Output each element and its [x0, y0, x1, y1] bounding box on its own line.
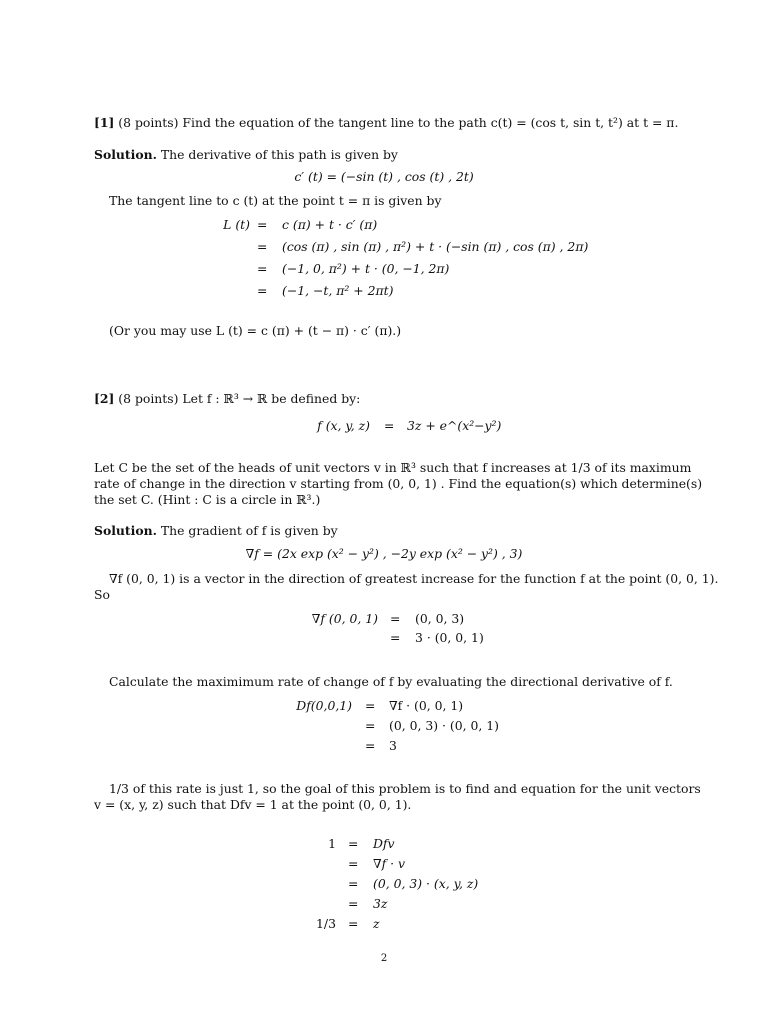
align-rhs: (0, 0, 3) [415, 611, 465, 626]
align-lhs: 1 [328, 836, 336, 851]
problem-2-solution-heading [94, 523, 338, 538]
align-rel: = [257, 217, 268, 232]
derivative-equation: c′ (t) = (−sin (t) , cos (t) , 2t) [294, 169, 474, 184]
definition-lhs: f (x, y, z) [317, 418, 370, 433]
problem-2-label: [2] [94, 391, 115, 406]
align-rel: = [365, 738, 376, 753]
align-rel: = [365, 718, 376, 733]
solution-label: Solution. [94, 147, 157, 162]
align-lhs: L (t) [223, 217, 250, 232]
problem-1-label: [1] [94, 115, 115, 130]
align-rel: = [257, 283, 268, 298]
tangent-intro: The tangent line to c (t) at the point t = π is given by [109, 193, 442, 208]
align-rhs: z [373, 916, 380, 931]
paragraph-line: Let C be the set of the heads of unit vectors v in ℝ³ such that f increases at 1/3 of its maximum [94, 460, 692, 475]
alternative-note: (Or you may use L (t) = c (π) + (t − π) · c′ (π).) [109, 323, 402, 338]
align-rhs: (0, 0, 3) · (x, y, z) [373, 876, 479, 891]
gradient-note-line: ∇f (0, 0, 1) is a vector in the direction of greatest increase for the function f at the point (0, 0, 1). [109, 571, 719, 586]
align-rhs: (−1, −t, π² + 2πt) [282, 283, 394, 298]
align-rhs: ∇f · (0, 0, 1) [389, 698, 464, 713]
paragraph-line: rate of change in the direction v starting from (0, 0, 1) . Find the equation(s) which determine(s) [94, 476, 703, 491]
align-rhs: c (π) + t · c′ (π) [282, 217, 378, 232]
solution-intro: The derivative of this path is given by [156, 147, 398, 162]
align-rel: = [348, 836, 359, 851]
align-lhs: Df(0,0,1) [296, 698, 352, 713]
align-rel: = [390, 630, 401, 645]
align-rhs: 3 · (0, 0, 1) [415, 630, 484, 645]
align-rel: = [257, 239, 268, 254]
align-lhs: ∇f (0, 0, 1) [311, 611, 378, 626]
align-rel: = [348, 916, 359, 931]
page-number: 2 [380, 953, 388, 964]
align-rhs: ∇f · v [373, 856, 406, 871]
solution-intro: The gradient of f is given by [156, 523, 338, 538]
goal-line: v = (x, y, z) such that Dfv = 1 at the point (0, 0, 1). [94, 797, 412, 812]
definition-rhs: 3z + e^(x²−y²) [407, 418, 502, 433]
paragraph-line: the set C. (Hint : C is a circle in ℝ³.) [94, 492, 321, 507]
solution-label: Solution. [94, 523, 157, 538]
problem-2-statement [94, 391, 360, 406]
problem-1-solution-heading [94, 147, 398, 162]
align-rhs: 3z [373, 896, 388, 911]
problem-1-text: (8 points) Find the equation of the tangent line to the path c(t) = (cos t, sin t, t²) at t = π. [114, 115, 679, 130]
align-rhs: (0, 0, 3) · (0, 0, 1) [389, 718, 499, 733]
align-rel: = [348, 876, 359, 891]
problem-2-text: (8 points) Let f : ℝ³ → ℝ be defined by: [114, 391, 361, 406]
align-rel: = [365, 698, 376, 713]
align-rhs: 3 [389, 738, 397, 753]
align-rel: = [348, 896, 359, 911]
align-rel: = [348, 856, 359, 871]
align-rel: = [257, 261, 268, 276]
problem-1-statement [94, 115, 678, 130]
align-rhs: (cos (π) , sin (π) , π²) + t · (−sin (π) , cos (π) , 2π) [282, 239, 589, 254]
align-rhs: Dfv [373, 836, 395, 851]
max-rate-intro: Calculate the maximimum rate of change of f by evaluating the directional derivative of f. [109, 674, 673, 689]
gradient-note-line: So [94, 587, 110, 602]
goal-line: 1/3 of this rate is just 1, so the goal of this problem is to find and equation for the unit vectors [109, 781, 701, 796]
definition-rel: = [384, 418, 395, 433]
align-lhs: 1/3 [316, 916, 336, 931]
align-rhs: (−1, 0, π²) + t · (0, −1, 2π) [282, 261, 450, 276]
gradient-equation: ∇f = (2x exp (x² − y²) , −2y exp (x² − y²) , 3) [245, 546, 523, 561]
align-rel: = [390, 611, 401, 626]
